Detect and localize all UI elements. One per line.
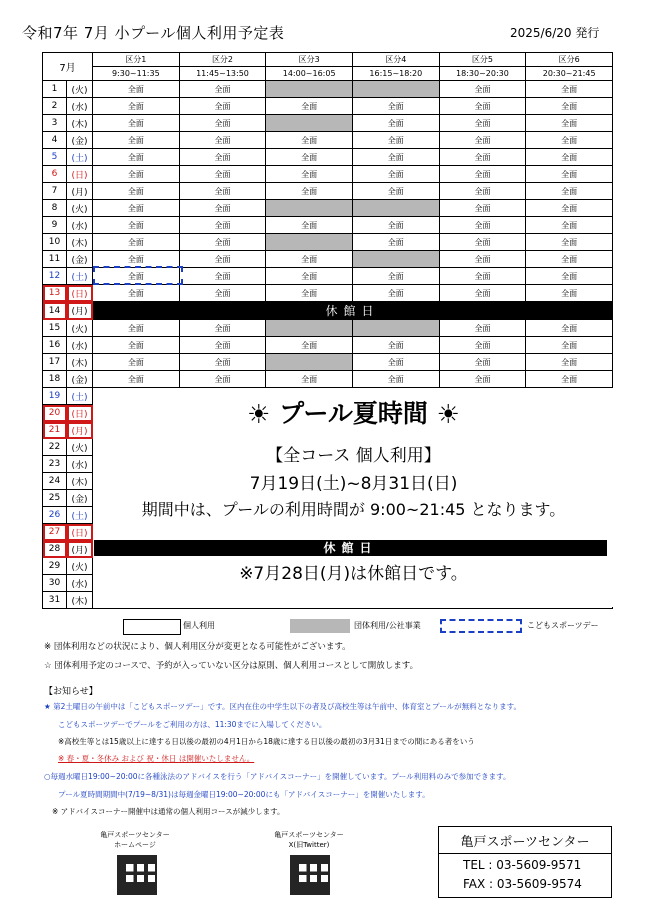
full-use-cell: 全面: [439, 166, 526, 183]
full-use-cell: 全面: [352, 183, 439, 200]
day-of-week: (日): [67, 405, 93, 422]
full-use-cell: 全面: [266, 166, 353, 183]
group-use-cell: [352, 81, 439, 98]
full-use-cell: 全面: [439, 251, 526, 268]
full-use-cell: 全面: [526, 166, 613, 183]
closed-day-banner: 休館日: [93, 302, 613, 320]
full-use-cell: 全面: [179, 337, 266, 354]
contact-box: [438, 826, 612, 898]
qr-label-homepage: 亀戸スポーツセンター ホームページ: [100, 831, 170, 849]
slot-name: 区分6: [526, 53, 613, 67]
full-use-cell: 全面: [93, 115, 180, 132]
full-use-cell: 全面: [439, 149, 526, 166]
schedule-row: [43, 183, 613, 200]
day-number: 20: [43, 405, 67, 422]
slot-name: 区分4: [352, 53, 439, 67]
full-use-cell: 全面: [352, 149, 439, 166]
full-use-cell: 全面: [179, 149, 266, 166]
summer-title: [94, 394, 613, 430]
full-use-cell: 全面: [93, 200, 180, 217]
group-use-cell: [266, 81, 353, 98]
schedule-row: [43, 149, 613, 166]
day-number: 18: [43, 371, 67, 388]
day-of-week: (日): [67, 166, 93, 183]
sun-icon: ☀: [247, 400, 271, 430]
schedule-row: [43, 115, 613, 132]
full-use-cell: 全面: [179, 115, 266, 132]
full-use-cell: 全面: [93, 268, 180, 285]
day-of-week: (水): [67, 575, 93, 592]
day-of-week: (土): [67, 149, 93, 166]
full-use-cell: 全面: [352, 234, 439, 251]
slot-time: 11:45~13:50: [179, 67, 266, 81]
schedule-row: [43, 166, 613, 183]
schedule-row: [43, 285, 613, 302]
slot-time: 20:30~21:45: [526, 67, 613, 81]
full-use-cell: 全面: [179, 320, 266, 337]
divider: [439, 853, 611, 854]
info-item: ○毎週水曜日19:00~20:00に各種泳法のアドバイスを行う「アドバイスコーナー」を開催しています。プール利用料のみで参加できます。: [44, 772, 511, 781]
full-use-cell: 全面: [352, 98, 439, 115]
info-item: ※ アドバイスコーナー開催中は通常の個人利用コースが減少します。: [52, 807, 285, 816]
closed-day-banner: 休館日: [94, 540, 607, 556]
day-number: 17: [43, 354, 67, 371]
day-of-week: (月): [67, 422, 93, 439]
center-name: 亀戸スポーツセンター: [460, 835, 590, 850]
phone-number: TEL : 03-5609-9571: [463, 858, 582, 872]
day-number: 6: [43, 166, 67, 183]
schedule-row: [43, 98, 613, 115]
full-use-cell: 全面: [93, 234, 180, 251]
day-number: 23: [43, 456, 67, 473]
slot-time: 16:15~18:20: [352, 67, 439, 81]
full-use-cell: 全面: [93, 217, 180, 234]
legend-kids-label: こどもスポーツデー: [527, 621, 599, 630]
day-number: 12: [43, 268, 67, 285]
legend-individual-swatch: [123, 619, 181, 635]
day-of-week: (土): [67, 268, 93, 285]
group-use-cell: [266, 234, 353, 251]
full-use-cell: 全面: [439, 81, 526, 98]
full-use-cell: 全面: [352, 115, 439, 132]
full-use-cell: 全面: [526, 98, 613, 115]
full-use-cell: 全面: [179, 81, 266, 98]
full-use-cell: 全面: [93, 285, 180, 302]
full-use-cell: 全面: [179, 132, 266, 149]
day-number: 3: [43, 115, 67, 132]
day-number: 26: [43, 507, 67, 524]
day-number: 13: [43, 285, 67, 302]
legend-kids-swatch: [440, 619, 522, 633]
day-number: 24: [43, 473, 67, 490]
summer-period-text: 7月19日(土)~8月31日(日): [249, 474, 458, 494]
day-of-week: (月): [67, 541, 93, 558]
qr-label-x: 亀戸スポーツセンター X(旧Twitter): [274, 831, 344, 849]
full-use-cell: 全面: [439, 217, 526, 234]
group-use-cell: [266, 200, 353, 217]
full-use-cell: 全面: [526, 217, 613, 234]
full-use-cell: 全面: [526, 183, 613, 200]
schedule-row: [43, 337, 613, 354]
full-use-cell: 全面: [526, 285, 613, 302]
full-use-cell: 全面: [266, 371, 353, 388]
full-use-cell: 全面: [526, 149, 613, 166]
day-of-week: (火): [67, 200, 93, 217]
full-use-cell: 全面: [93, 166, 180, 183]
qr-code-x[interactable]: [290, 855, 330, 895]
day-number: 19: [43, 388, 67, 405]
schedule-row: [43, 217, 613, 234]
day-number: 29: [43, 558, 67, 575]
full-use-cell: 全面: [526, 354, 613, 371]
full-use-cell: 全面: [179, 166, 266, 183]
day-of-week: (水): [67, 337, 93, 354]
full-use-cell: 全面: [266, 98, 353, 115]
full-use-cell: 全面: [352, 354, 439, 371]
slot-time: 9:30~11:35: [93, 67, 180, 81]
day-number: 5: [43, 149, 67, 166]
full-use-cell: 全面: [179, 354, 266, 371]
sun-icon: ☀: [436, 400, 460, 430]
full-use-cell: 全面: [352, 337, 439, 354]
full-use-cell: 全面: [93, 183, 180, 200]
day-of-week: (火): [67, 439, 93, 456]
group-use-cell: [352, 320, 439, 337]
full-use-cell: 全面: [93, 320, 180, 337]
full-use-cell: 全面: [439, 98, 526, 115]
day-of-week: (土): [67, 388, 93, 405]
page-title: 令和7年 7月 小プール個人利用予定表: [22, 24, 285, 42]
full-use-cell: 全面: [352, 371, 439, 388]
full-use-cell: 全面: [266, 251, 353, 268]
full-use-cell: 全面: [266, 337, 353, 354]
full-use-cell: 全面: [179, 234, 266, 251]
full-use-cell: 全面: [179, 268, 266, 285]
full-use-cell: 全面: [439, 337, 526, 354]
schedule-row: [43, 371, 613, 388]
legend-group-label: 団体利用/公社事業: [354, 621, 421, 630]
full-use-cell: 全面: [266, 268, 353, 285]
full-use-cell: 全面: [266, 217, 353, 234]
full-use-cell: 全面: [526, 337, 613, 354]
day-number: 30: [43, 575, 67, 592]
day-of-week: (日): [67, 524, 93, 541]
slot-name: 区分5: [439, 53, 526, 67]
schedule-row: [43, 302, 613, 320]
full-use-cell: 全面: [352, 217, 439, 234]
full-use-cell: 全面: [526, 251, 613, 268]
day-number: 10: [43, 234, 67, 251]
day-of-week: (日): [67, 285, 93, 302]
full-use-cell: 全面: [352, 132, 439, 149]
full-use-cell: 全面: [179, 285, 266, 302]
group-use-cell: [352, 251, 439, 268]
full-use-cell: 全面: [526, 268, 613, 285]
full-use-cell: 全面: [179, 251, 266, 268]
full-use-cell: 全面: [179, 217, 266, 234]
full-use-cell: 全面: [266, 183, 353, 200]
day-number: 2: [43, 98, 67, 115]
full-use-cell: 全面: [179, 183, 266, 200]
day-number: 25: [43, 490, 67, 507]
day-number: 7: [43, 183, 67, 200]
day-of-week: (金): [67, 371, 93, 388]
full-use-cell: 全面: [439, 234, 526, 251]
day-of-week: (水): [67, 217, 93, 234]
slot-time: 18:30~20:30: [439, 67, 526, 81]
full-use-cell: 全面: [266, 285, 353, 302]
schedule-row: [43, 132, 613, 149]
info-item: こどもスポーツデーでプールをご利用の方は、11:30までに入場してください。: [58, 720, 327, 729]
day-of-week: (木): [67, 234, 93, 251]
slot-name: 区分2: [179, 53, 266, 67]
full-use-cell: 全面: [526, 320, 613, 337]
full-use-cell: 全面: [439, 268, 526, 285]
note-line: ※ 団体利用などの状況により、個人利用区分が変更となる可能性がございます。: [44, 642, 351, 652]
full-use-cell: 全面: [439, 354, 526, 371]
day-number: 27: [43, 524, 67, 541]
schedule-row: [43, 354, 613, 371]
legend-group-swatch: [290, 619, 350, 633]
summer-title-text: プール夏時間: [279, 399, 428, 428]
day-of-week: (金): [67, 132, 93, 149]
info-item: プール夏時間期間中(7/19~8/31)は毎週金曜日19:00~20:00にも「アドバイスコーナー」を開催いたします。: [58, 790, 430, 799]
fax-number: FAX : 03-5609-9574: [463, 877, 582, 891]
day-of-week: (火): [67, 320, 93, 337]
day-number: 4: [43, 132, 67, 149]
full-use-cell: 全面: [352, 268, 439, 285]
day-number: 28: [43, 541, 67, 558]
group-use-cell: [266, 320, 353, 337]
full-use-cell: 全面: [526, 115, 613, 132]
full-use-cell: 全面: [93, 337, 180, 354]
day-of-week: (金): [67, 251, 93, 268]
group-use-cell: [266, 115, 353, 132]
full-use-cell: 全面: [93, 354, 180, 371]
day-of-week: (金): [67, 490, 93, 507]
full-use-cell: 全面: [266, 149, 353, 166]
full-use-cell: 全面: [439, 320, 526, 337]
schedule-row: [43, 320, 613, 337]
full-use-cell: 全面: [93, 251, 180, 268]
day-number: 15: [43, 320, 67, 337]
day-number: 31: [43, 592, 67, 609]
full-use-cell: 全面: [439, 371, 526, 388]
full-use-cell: 全面: [439, 285, 526, 302]
full-use-cell: 全面: [526, 371, 613, 388]
day-of-week: (火): [67, 558, 93, 575]
day-number: 22: [43, 439, 67, 456]
day-number: 9: [43, 217, 67, 234]
month-label: 7月: [43, 53, 93, 81]
full-use-cell: 全面: [526, 81, 613, 98]
day-number: 11: [43, 251, 67, 268]
full-use-cell: 全面: [352, 285, 439, 302]
schedule-row: [43, 81, 613, 98]
issue-date: 2025/6/20 発行: [510, 26, 600, 40]
schedule-row: [43, 200, 613, 217]
full-use-cell: 全面: [526, 132, 613, 149]
day-number: 8: [43, 200, 67, 217]
day-of-week: (木): [67, 473, 93, 490]
full-use-cell: 全面: [526, 234, 613, 251]
full-use-cell: 全面: [93, 149, 180, 166]
day-number: 21: [43, 422, 67, 439]
full-use-cell: 全面: [439, 132, 526, 149]
schedule-row: [43, 251, 613, 268]
info-item: ※高校生等とは15歳以上に達する日以後の最初の4月1日から18歳に達する日以後の最初の3月31日までの間にある者をいう: [58, 737, 475, 746]
summer-hours-panel: [94, 388, 613, 607]
full-use-cell: 全面: [93, 81, 180, 98]
day-of-week: (火): [67, 81, 93, 98]
day-of-week: (木): [67, 354, 93, 371]
full-use-cell: 全面: [93, 132, 180, 149]
day-of-week: (木): [67, 115, 93, 132]
note-line: ☆ 団体利用予定のコースで、予約が入っていない区分は原則、個人利用コースとして開放します。: [44, 661, 419, 671]
info-item: ★ 第2土曜日の午前中は「こどもスポーツデー」です。区内在住の中学生以下の者及び高校生等は午前中、体育室とプールが無料となります。: [44, 702, 522, 711]
full-use-cell: 全面: [352, 166, 439, 183]
day-of-week: (水): [67, 98, 93, 115]
schedule-row: [43, 234, 613, 251]
day-of-week: (月): [67, 302, 93, 320]
slot-time: 14:00~16:05: [266, 67, 353, 81]
day-of-week: (土): [67, 507, 93, 524]
day-number: 14: [43, 302, 67, 320]
kids-sports-day-marker: [93, 266, 183, 285]
full-use-cell: 全面: [266, 132, 353, 149]
closed-day-note: ※7月28日(月)は休館日です。: [239, 564, 468, 584]
info-item: ※ 春・夏・冬休み および 祝・休日 は開催いたしません。: [58, 754, 255, 763]
day-of-week: (水): [67, 456, 93, 473]
summer-course-text: 【全コース 個人利用】: [266, 446, 441, 466]
day-number: 16: [43, 337, 67, 354]
slot-name: 区分1: [93, 53, 180, 67]
slot-name: 区分3: [266, 53, 353, 67]
group-use-cell: [266, 354, 353, 371]
group-use-cell: [352, 200, 439, 217]
qr-code-homepage[interactable]: [117, 855, 157, 895]
summer-hours-text: 期間中は、プールの利用時間が 9:00~21:45 となります。: [141, 500, 566, 519]
day-of-week: (木): [67, 592, 93, 609]
full-use-cell: 全面: [93, 98, 180, 115]
legend-individual-label: 個人利用: [183, 621, 215, 630]
day-number: 1: [43, 81, 67, 98]
full-use-cell: 全面: [439, 115, 526, 132]
day-of-week: (月): [67, 183, 93, 200]
full-use-cell: 全面: [179, 98, 266, 115]
full-use-cell: 全面: [439, 200, 526, 217]
full-use-cell: 全面: [179, 200, 266, 217]
info-heading: 【お知らせ】: [44, 687, 98, 697]
full-use-cell: 全面: [179, 371, 266, 388]
full-use-cell: 全面: [439, 183, 526, 200]
full-use-cell: 全面: [526, 200, 613, 217]
full-use-cell: 全面: [93, 371, 180, 388]
